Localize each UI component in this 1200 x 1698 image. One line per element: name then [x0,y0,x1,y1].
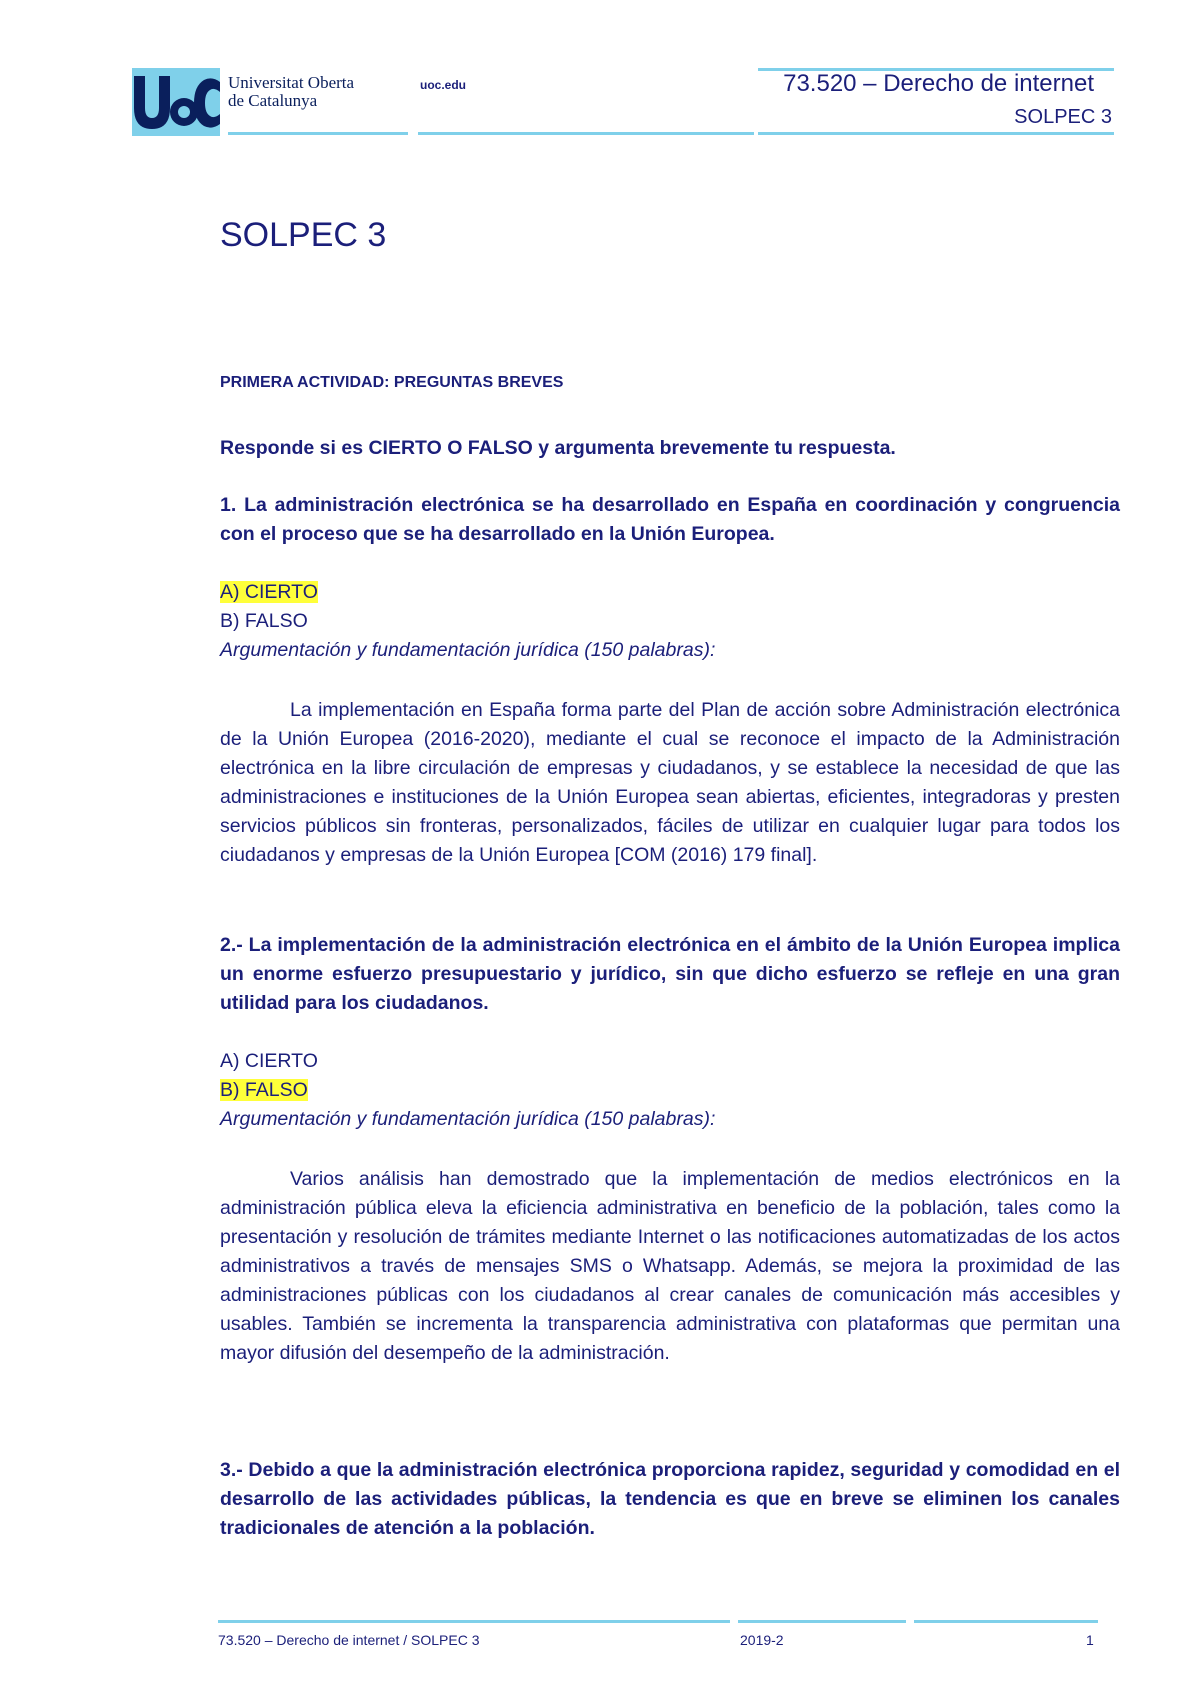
footer-page-number: 1 [1086,1632,1094,1648]
q2-answer: Varios análisis han demostrado que la implementación de medios electrónicos en la administración pública eleva la eficiencia administrativa en beneficio de la población, tales como la presentación y resolución de trámites mediante Internet o las notificaciones automatizadas de los actos administrativos a través de mensajes SMS o Whatsapp. Además, se mejora la proximidad de las administraciones públicas con los ciudadanos al crear canales de comunicación más accesibles y usables. También se incrementa la transparencia administrativa con plataformas que permitan una mayor difusión del desempeño de la administración. [220,1168,1120,1364]
course-title: 73.520 – Derecho de internet [783,70,1094,97]
footer-semester: 2019-2 [740,1632,784,1648]
question-3: 3.- Debido a que la administración electrónica proporciona rapidez, seguridad y comodidad en el desarrollo de las actividades públicas, la tendencia es que en breve se eliminen los canales tradicionales de atención a la población. [220,1459,1120,1539]
page-title: SOLPEC 3 [220,216,387,254]
q2-prompt: Argumentación y fundamentación jurídica (150 palabras): [220,1108,716,1130]
q2-option-b: B) FALSO [220,1079,308,1101]
q1-option-b: B) FALSO [220,610,308,632]
q2-option-a: A) CIERTO [220,1050,318,1072]
footer-rule-1 [218,1620,730,1623]
footer-rule-2 [738,1620,906,1623]
question-2: 2.- La implementación de la administración electrónica en el ámbito de la Unión Europea implica un enorme esfuerzo presupuestario y jurídico, sin que dicho esfuerzo se refleje en una gran utilidad para los ciudadanos. [220,934,1120,1014]
uoc-url-link[interactable]: uoc.edu [420,78,467,92]
q1-options [220,578,1120,665]
university-name [228,74,354,110]
q1-option-a: A) CIERTO [220,581,318,603]
activity-heading: PRIMERA ACTIVIDAD: PREGUNTAS BREVES [220,374,564,391]
question-1: 1. La administración electrónica se ha desarrollado en España en coordinación y congruencia con el proceso que se ha desarrollado en la Unión Europea. [220,494,1120,545]
instruction: Responde si es CIERTO O FALSO y argumenta brevemente tu respuesta. [220,437,896,459]
header-rule-2 [418,132,754,135]
q1-prompt: Argumentación y fundamentación jurídica (150 palabras): [220,639,716,661]
doc-code: SOLPEC 3 [1014,106,1112,128]
footer-course: 73.520 – Derecho de internet / SOLPEC 3 [218,1632,480,1648]
university-line-1: Universitat Oberta [228,73,355,92]
q2-options [220,1047,1120,1134]
q1-answer: La implementación en España forma parte del Plan de acción sobre Administración electrónica de la Unión Europea (2016-2020), mediante el cual se reconoce el impacto de la Administración electrónica en la libre circulación de empresas y ciudadanos, y se establece la necesidad de que las administraciones e instituciones de la Unión Europea sean abiertas, eficientes, integradoras y presten servicios públicos sin fronteras, personalizados, fáciles de utilizar en cualquier lugar para todos los ciudadanos y empresas de la Unión Europea [COM (2016) 179 final]. [220,699,1120,866]
uoc-logo [132,68,220,136]
header-rule-1 [228,132,408,135]
header-rule-3 [758,132,1114,135]
uoc-logo-mark [132,68,220,136]
university-line-2: de Catalunya [228,91,318,110]
footer-rule-3 [914,1620,1098,1623]
